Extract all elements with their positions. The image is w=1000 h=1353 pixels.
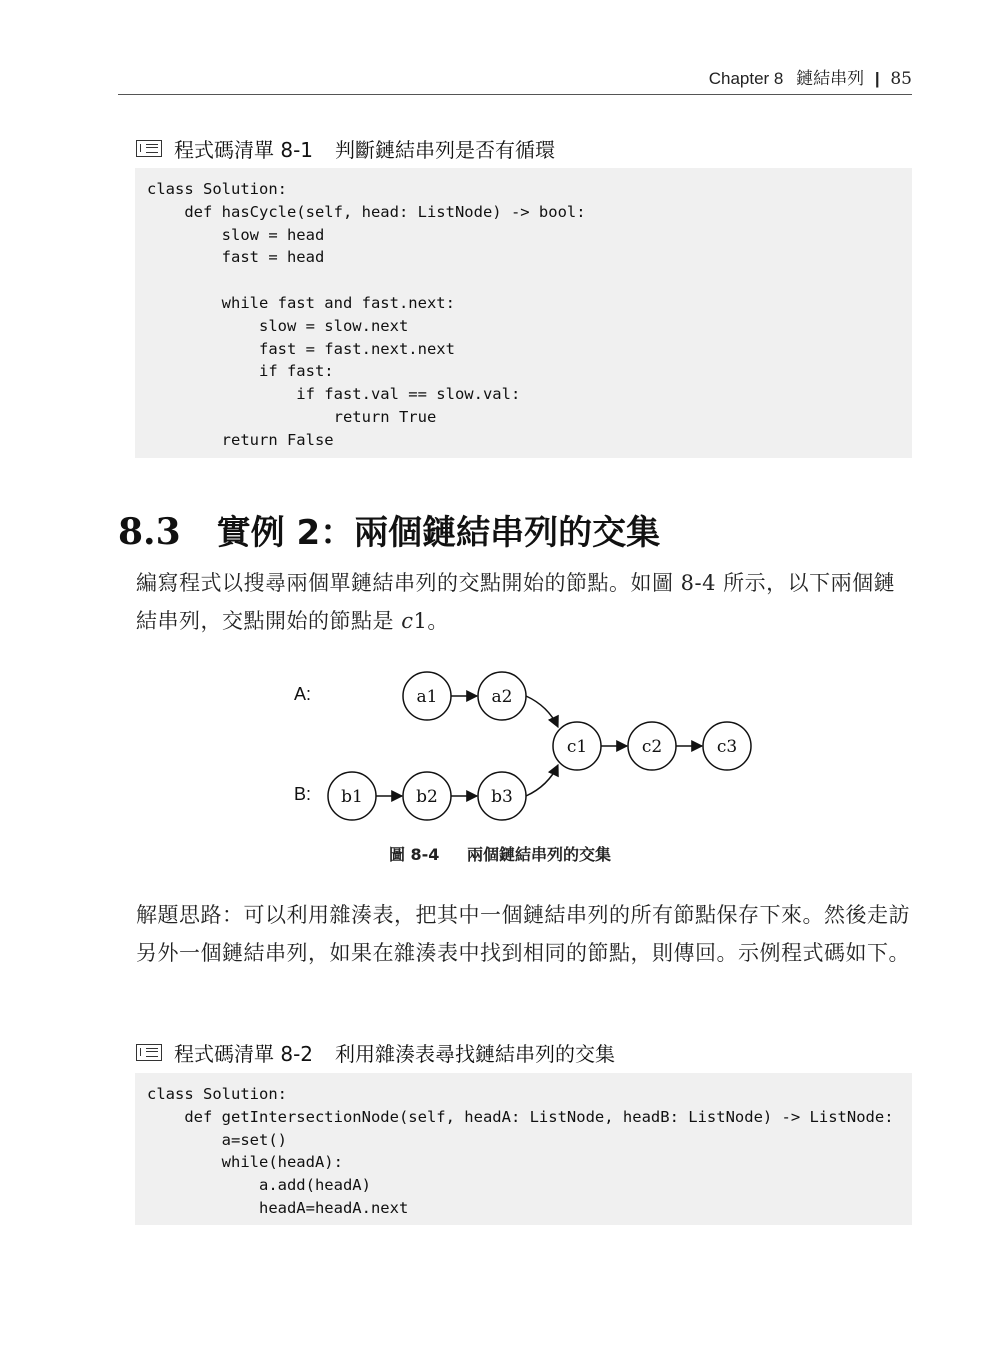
figure-number: 圖 8-4 xyxy=(388,845,440,864)
page-number: 85 xyxy=(890,69,912,89)
listing-caption-8-2 xyxy=(136,1038,615,1067)
section-title: 實例 2：兩個鏈結串列的交集 xyxy=(216,513,661,553)
node-c3 xyxy=(703,722,751,770)
listing-title: 利用雜湊表尋找鏈結串列的交集 xyxy=(335,1042,616,1066)
node-a1-label: a1 xyxy=(416,687,438,707)
code-block-8-2: class Solution: def getIntersectionNode(self, headA: ListNode, headB: ListNode) -> ListNode: a=set() while(headA): a.add(headA) headA=headA.next xyxy=(135,1073,912,1225)
node-c1-label: c1 xyxy=(566,737,588,757)
list-a-label: A: xyxy=(294,684,312,704)
node-c3-label: c3 xyxy=(716,737,738,757)
node-c2 xyxy=(628,722,676,770)
node-b1 xyxy=(328,772,376,820)
chapter-title: 鏈結串列 xyxy=(796,69,865,88)
node-b2-label: b2 xyxy=(416,787,438,807)
listing-title: 判斷鏈結串列是否有循環 xyxy=(335,138,556,162)
node-b2 xyxy=(403,772,451,820)
node-b1-label: b1 xyxy=(341,787,363,807)
listing-number: 程式碼清單 8-2 xyxy=(174,1042,314,1066)
list-b-label: B: xyxy=(294,784,312,804)
node-a2 xyxy=(478,672,526,720)
node-c1 xyxy=(553,722,601,770)
paragraph-end: 。 xyxy=(427,609,449,633)
code-block-8-1: class Solution: def hasCycle(self, head: ListNode) -> bool: slow = head fast = head while fast and fast.next: slow = slow.next fast = fast.next.next if fast: if fast.val == slow.val: return True return False xyxy=(135,168,912,458)
node-a2-label: a2 xyxy=(491,687,513,707)
edge-b3-c1 xyxy=(526,765,558,796)
chapter-label: Chapter 8 xyxy=(708,69,784,88)
node-index: 1 xyxy=(413,609,428,633)
node-variable: c xyxy=(401,609,414,633)
node-c2-label: c2 xyxy=(641,737,663,757)
node-a1 xyxy=(403,672,451,720)
section-number: 8.3 xyxy=(118,511,181,553)
paragraph-text: 編寫程式以搜尋兩個單鏈結串列的交點開始的節點。如圖 8-4 所示，以下兩個鏈結串列，交點開始的節點是 xyxy=(136,571,896,633)
listing-number: 程式碼清單 8-1 xyxy=(174,138,314,162)
node-b3 xyxy=(478,772,526,820)
paragraph-solution: 解題思路：可以利用雜湊表，把其中一個鏈結串列的所有節點保存下來。然後走訪另外一個鏈結串列，如果在雜湊表中找到相同的節點，則傳回。示例程式碼如下。 xyxy=(136,903,910,965)
code-listing-icon xyxy=(136,1044,162,1061)
figure-title: 兩個鏈結串列的交集 xyxy=(467,845,612,864)
figure-caption xyxy=(0,842,1000,865)
header-separator: | xyxy=(874,69,880,88)
edge-a2-c1 xyxy=(526,696,558,727)
node-b3-label: b3 xyxy=(491,787,513,807)
